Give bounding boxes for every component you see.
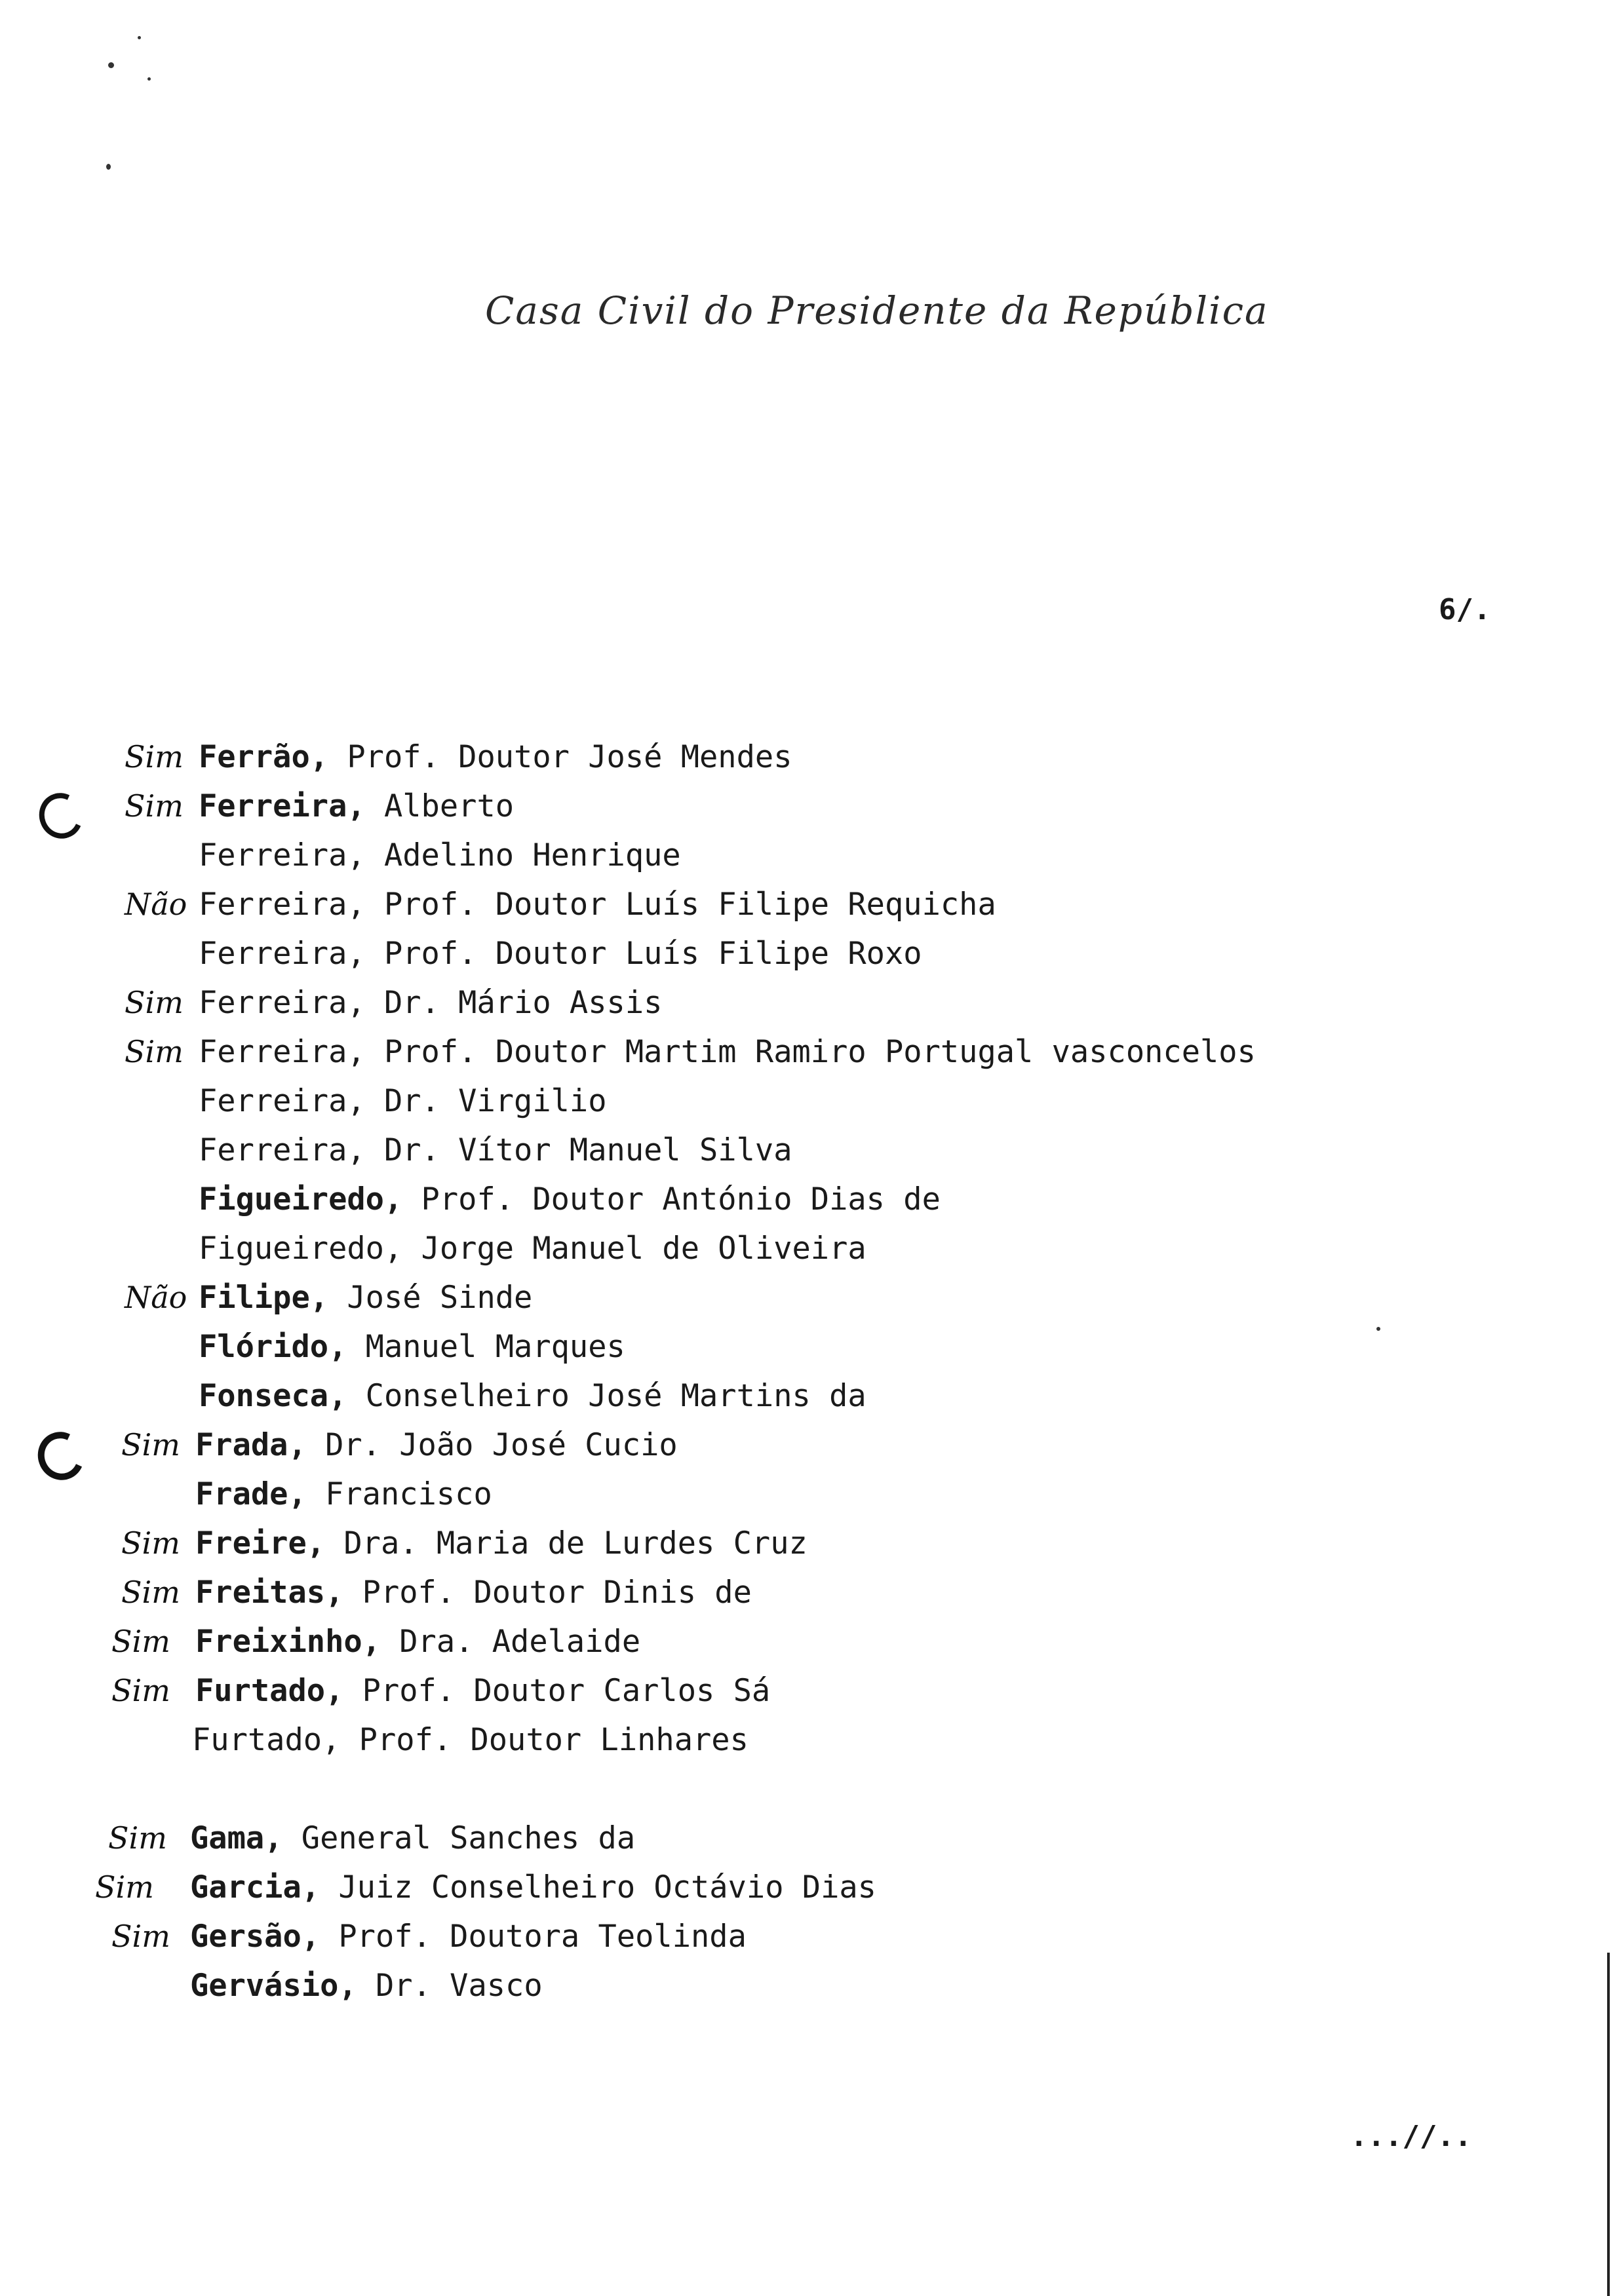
surname: Ferreira,: [199, 887, 366, 923]
name-detail: Manuel Marques: [347, 1329, 625, 1365]
list-item: [199, 1322, 625, 1371]
name-detail: Prof. Doutor António Dias de: [402, 1181, 941, 1217]
list-item: [195, 1421, 678, 1470]
letterhead: Casa Civil do Presidente da República: [485, 288, 1269, 333]
list-item: [195, 1568, 752, 1617]
list-item: [199, 831, 681, 880]
handwritten-mark: Sim: [111, 1919, 170, 1954]
handwritten-mark: Sim: [125, 1034, 184, 1069]
name-detail: Dr. João José Cucio: [306, 1427, 678, 1463]
list-item: [190, 1814, 635, 1863]
list-item: [190, 1863, 876, 1912]
list-item: [199, 1273, 532, 1322]
list-item: [190, 1961, 543, 2010]
surname: Filipe,: [199, 1280, 329, 1316]
list-item: [199, 1224, 866, 1273]
list-item: [199, 1027, 1256, 1077]
name-detail: Adelino Henrique: [365, 837, 681, 873]
surname: Ferreira,: [199, 985, 366, 1021]
name-detail: José Sinde: [328, 1280, 533, 1316]
list-item: [199, 880, 996, 929]
list-item: [199, 929, 922, 978]
name-detail: Conselheiro José Martins da: [347, 1378, 866, 1414]
surname: Furtado,: [192, 1722, 341, 1758]
list-item: [195, 1470, 492, 1519]
name-detail: Prof. Doutora Teolinda: [320, 1919, 747, 1955]
scan-speck: [108, 62, 114, 68]
list-item: [199, 1126, 792, 1175]
name-detail: Dr. Vasco: [357, 1968, 543, 2004]
surname: Ferreira,: [199, 837, 366, 873]
surname: Frada,: [195, 1427, 307, 1463]
name-detail: Dra. Maria de Lurdes Cruz: [325, 1525, 808, 1561]
page-number: 6/.: [1439, 593, 1491, 626]
handwritten-mark: Sim: [108, 1820, 167, 1856]
scan-edge: [1607, 1953, 1610, 2296]
surname: Freire,: [195, 1525, 326, 1561]
surname: Ferrão,: [199, 739, 329, 775]
scan-speck: [106, 164, 111, 170]
name-detail: Prof. Doutor Luís Filipe Roxo: [365, 936, 922, 972]
handwritten-mark: Sim: [95, 1869, 154, 1905]
list-item: [199, 782, 514, 831]
surname: Ferreira,: [199, 1083, 366, 1119]
surname: Garcia,: [190, 1869, 321, 1905]
name-detail: Dr. Vítor Manuel Silva: [365, 1132, 792, 1168]
name-detail: Alberto: [365, 788, 515, 824]
handwritten-mark: Sim: [111, 1624, 170, 1659]
scan-speck: [138, 36, 141, 39]
handwritten-mark: Sim: [125, 739, 184, 775]
handwritten-mark: Sim: [121, 1525, 180, 1561]
list-item: [199, 978, 662, 1027]
handwritten-circle-mark: [31, 1425, 90, 1486]
continuation-marker: ...//..: [1350, 2120, 1472, 2153]
handwritten-mark: Sim: [125, 788, 184, 824]
name-detail: Prof. Doutor José Mendes: [328, 739, 792, 775]
handwritten-mark: Sim: [111, 1673, 170, 1708]
handwritten-mark: Não: [125, 1280, 187, 1315]
handwritten-mark: Sim: [121, 1575, 180, 1610]
name-detail: Prof. Doutor Luís Filipe Requicha: [365, 887, 996, 923]
name-detail: Dr. Virgilio: [365, 1083, 607, 1119]
list-item: [195, 1617, 640, 1666]
surname: Figueiredo,: [199, 1181, 403, 1217]
list-item: [199, 1371, 866, 1421]
surname: Freixinho,: [195, 1624, 381, 1660]
list-item: [192, 1715, 749, 1765]
surname: Freitas,: [195, 1575, 344, 1611]
name-detail: Jorge Manuel de Oliveira: [402, 1231, 866, 1267]
handwritten-mark: Não: [125, 887, 187, 922]
name-detail: Prof. Doutor Linhares: [340, 1722, 749, 1758]
name-detail: Dra. Adelaide: [380, 1624, 641, 1660]
name-detail: General Sanches da: [282, 1820, 636, 1856]
surname: Gervásio,: [190, 1968, 357, 2004]
name-detail: Prof. Doutor Martim Ramiro Portugal vasconcelos: [365, 1034, 1256, 1070]
list-item: [199, 1077, 607, 1126]
name-detail: Prof. Doutor Dinis de: [343, 1575, 752, 1611]
list-item: [195, 1666, 770, 1715]
handwritten-mark: Sim: [121, 1427, 180, 1463]
surname: Ferreira,: [199, 788, 366, 824]
name-detail: Francisco: [306, 1476, 492, 1512]
surname: Gersão,: [190, 1919, 321, 1955]
handwritten-circle-mark: [33, 787, 89, 845]
surname: Ferreira,: [199, 936, 366, 972]
name-detail: Prof. Doutor Carlos Sá: [343, 1673, 771, 1709]
scan-speck: [1376, 1327, 1380, 1331]
surname: Flórido,: [199, 1329, 347, 1365]
surname: Furtado,: [195, 1673, 344, 1709]
surname: Gama,: [190, 1820, 283, 1856]
handwritten-mark: Sim: [125, 985, 184, 1020]
name-detail: Juiz Conselheiro Octávio Dias: [320, 1869, 876, 1905]
surname: Ferreira,: [199, 1034, 366, 1070]
surname: Frade,: [195, 1476, 307, 1512]
surname: Figueiredo,: [199, 1231, 403, 1267]
surname: Fonseca,: [199, 1378, 347, 1414]
list-item: [190, 1912, 747, 1961]
list-item: [195, 1519, 808, 1568]
name-detail: Dr. Mário Assis: [365, 985, 663, 1021]
scan-speck: [147, 77, 151, 81]
surname: Ferreira,: [199, 1132, 366, 1168]
list-item: [199, 1175, 941, 1224]
list-item: [199, 733, 792, 782]
